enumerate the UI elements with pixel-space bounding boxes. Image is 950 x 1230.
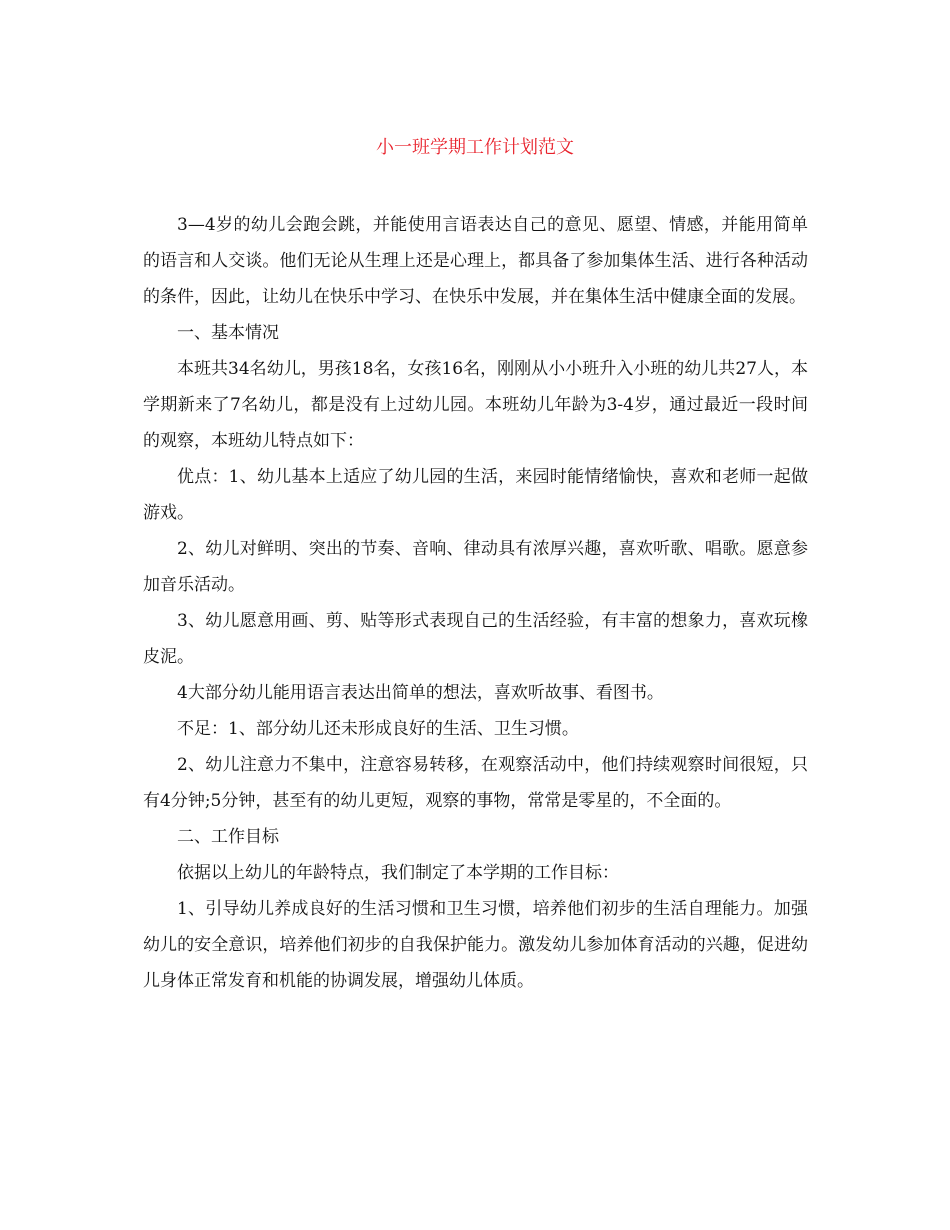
document-title: 小一班学期工作计划范文 [376, 137, 574, 158]
section-heading-basic-situation: 一、基本情况 [177, 323, 279, 343]
strength-item-4: 4大部分幼儿能用语言表达出简单的想法，喜欢听故事、看图书。 [177, 683, 664, 703]
goals-intro-paragraph: 依据以上幼儿的年龄特点，我们制定了本学期的工作目标： [177, 863, 619, 883]
goal-item-1: 1、引导幼儿养成良好的生活习惯和卫生习惯，培养他们初步的生活自理能力。加强幼儿的安全意识，培养他们初步的自我保护能力。激发幼儿参加体育活动的兴趣，促进幼儿身体正常发育和机能的协调发展，增强幼儿体质。 [143, 899, 808, 991]
strength-item-3: 3、幼儿愿意用画、剪、贴等形式表现自己的生活经验，有丰富的想象力，喜欢玩橡皮泥。 [143, 611, 808, 667]
class-overview-paragraph: 本班共34名幼儿，男孩18名，女孩16名，刚刚从小小班升入小班的幼儿共27人，本学期新来了7名幼儿，都是没有上过幼儿园。本班幼儿年龄为3-4岁，通过最近一段时间的观察，本班幼儿特点如下： [143, 359, 808, 451]
weakness-item-1: 不足：1、部分幼儿还未形成良好的生活、卫生习惯。 [177, 719, 579, 739]
weakness-item-2: 2、幼儿注意力不集中，注意容易转移，在观察活动中，他们持续观察时间很短，只有4分钟;5分钟，甚至有的幼儿更短，观察的事物，常常是零星的，不全面的。 [143, 755, 808, 811]
document-body [143, 207, 808, 999]
section-heading-work-goals: 二、工作目标 [177, 827, 279, 847]
strength-item-2: 2、幼儿对鲜明、突出的节奏、音响、律动具有浓厚兴趣，喜欢听歌、唱歌。愿意参加音乐活动。 [143, 539, 808, 595]
intro-paragraph: 3—4岁的幼儿会跑会跳，并能使用言语表达自己的意见、愿望、情感，并能用简单的语言和人交谈。他们无论从生理上还是心理上，都具备了参加集体生活、进行各种活动的条件，因此，让幼儿在快乐中学习、在快乐中发展，并在集体生活中健康全面的发展。 [143, 215, 808, 307]
strength-item-1: 优点：1、幼儿基本上适应了幼儿园的生活，来园时能情绪愉快，喜欢和老师一起做游戏。 [143, 467, 808, 523]
